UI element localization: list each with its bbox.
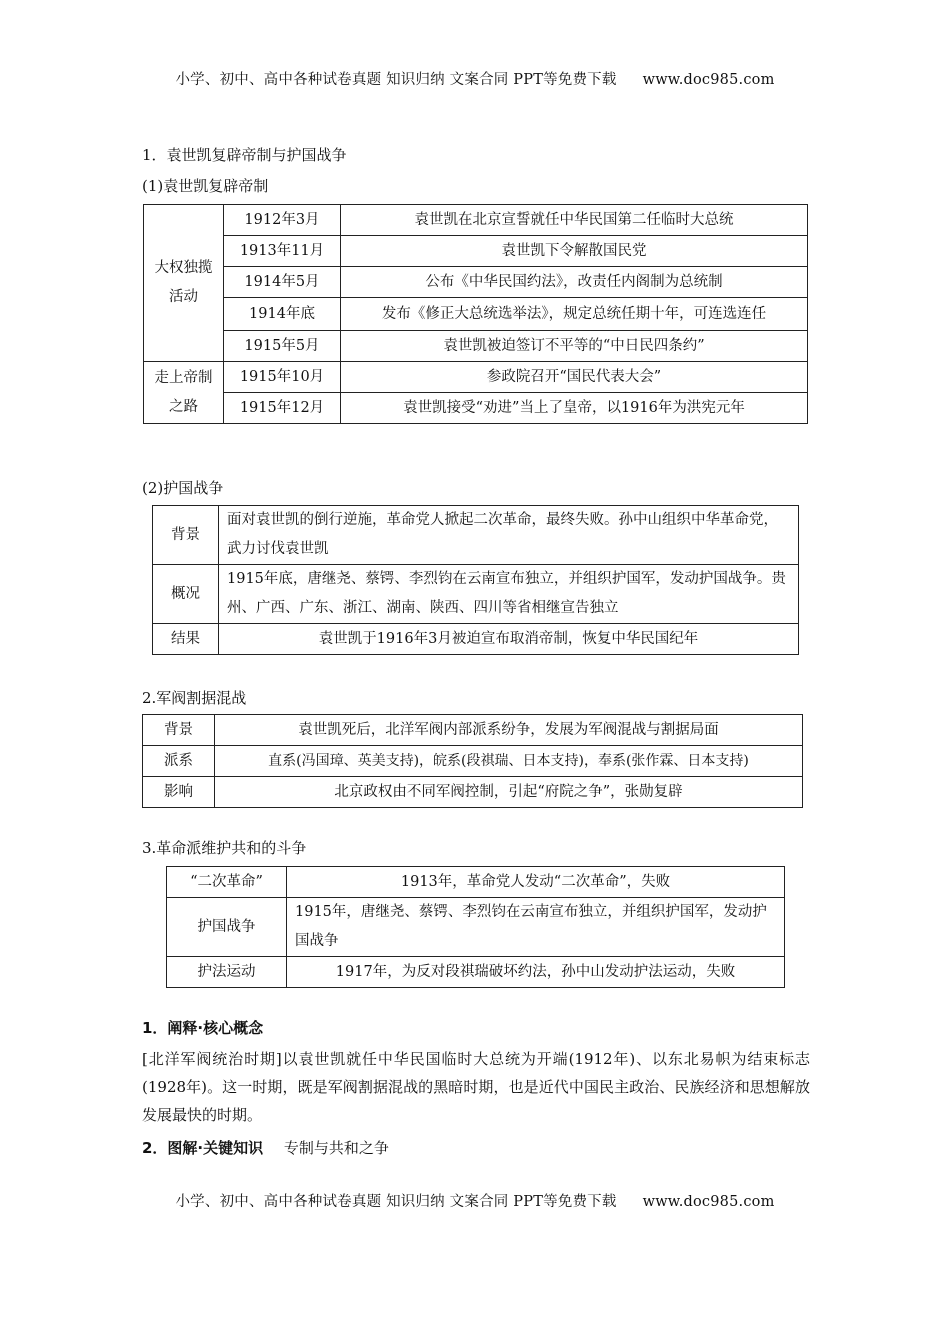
section1-sub1: (1)袁世凯复辟帝制 — [142, 177, 269, 195]
row-date: 1913年11月 — [224, 236, 341, 267]
row-event: 公布《中华民国约法》，改责任内阁制为总统制 — [341, 267, 808, 298]
table-row — [153, 565, 799, 624]
header-text: 小学、初中、高中各种试卷真题 知识归纳 文案合同 PPT等免费下载 — [175, 72, 617, 88]
table-republic-struggle — [166, 866, 785, 988]
row-event: 袁世凯被迫签订不平等的“中日民四条约” — [341, 331, 808, 362]
table-row — [144, 205, 808, 236]
row-label: 结果 — [153, 624, 219, 655]
row-date: 1914年底 — [224, 298, 341, 331]
row-label: 背景 — [153, 506, 219, 565]
row-event: 参政院召开“国民代表大会” — [341, 362, 808, 393]
row-text: 面对袁世凯的倒行逆施，革命党人掀起二次革命，最终失败。孙中山组织中华革命党，武力讨伐袁世凯 — [219, 506, 799, 565]
header-url: www.doc985.com — [642, 72, 775, 88]
table-row — [143, 746, 803, 777]
row-date: 1915年12月 — [224, 393, 341, 424]
row-label: 派系 — [143, 746, 215, 777]
row-text: 北京政权由不同军阀控制，引起“府院之争”，张勋复辟 — [215, 777, 803, 808]
concept-body: [北洋军阀统治时期]以袁世凯就任中华民国临时大总统为开端(1912年)、以东北易帜为结束标志(1928年)。这一时期，既是军阀割据混战的黑暗时期，也是近代中国民主政治、民族经济和思想解放发展最快的时期。 — [142, 1050, 810, 1124]
table-huguo-war — [152, 505, 799, 655]
footer-text: 小学、初中、高中各种试卷真题 知识归纳 文案合同 PPT等免费下载 — [175, 1194, 617, 1210]
diagram-heading-line — [142, 1136, 389, 1160]
table-row — [144, 236, 808, 267]
section1-sub2: (2)护国战争 — [142, 479, 224, 497]
group-label-power: 大权独揽活动 — [144, 205, 224, 362]
row-text: 1915年，唐继尧、蔡锷、李烈钧在云南宣布独立，并组织护国军，发动护国战争 — [287, 898, 785, 957]
table-row — [143, 777, 803, 808]
row-label: 影响 — [143, 777, 215, 808]
row-event: 袁世凯下令解散国民党 — [341, 236, 808, 267]
row-label: 概况 — [153, 565, 219, 624]
table-row — [144, 362, 808, 393]
row-date: 1912年3月 — [224, 205, 341, 236]
row-date: 1915年10月 — [224, 362, 341, 393]
footer-url: www.doc985.com — [642, 1194, 775, 1210]
table-warlords — [142, 714, 803, 808]
table-row — [167, 898, 785, 957]
diagram-subtitle: 专制与共和之争 — [283, 1139, 389, 1157]
section3-title: 3.革命派维护共和的斗争 — [142, 839, 307, 857]
row-date: 1915年5月 — [224, 331, 341, 362]
row-label: 护法运动 — [167, 957, 287, 988]
table-row — [153, 506, 799, 565]
group-label-imperial: 走上帝制之路 — [144, 362, 224, 424]
row-date: 1914年5月 — [224, 267, 341, 298]
section2-title: 2.军阀割据混战 — [142, 689, 247, 707]
table-row — [144, 267, 808, 298]
row-event: 袁世凯在北京宣誓就任中华民国第二任临时大总统 — [341, 205, 808, 236]
row-label: “二次革命” — [167, 867, 287, 898]
row-text: 直系(冯国璋、英美支持)，皖系(段祺瑞、日本支持)，奉系(张作霖、日本支持) — [215, 746, 803, 777]
section1-title: 1．袁世凯复辟帝制与护国战争 — [142, 146, 347, 164]
row-text: 袁世凯死后，北洋军阀内部派系纷争，发展为军阀混战与割据局面 — [215, 715, 803, 746]
table-row — [144, 298, 808, 331]
row-text: 袁世凯于1916年3月被迫宣布取消帝制，恢复中华民国纪年 — [219, 624, 799, 655]
page-footer — [0, 1190, 950, 1211]
concept-heading: 1．阐释·核心概念 — [142, 1019, 264, 1037]
table-row — [144, 331, 808, 362]
row-label: 护国战争 — [167, 898, 287, 957]
table-row — [143, 715, 803, 746]
diagram-heading: 2．图解·关键知识 — [142, 1139, 264, 1157]
table-row — [167, 957, 785, 988]
table-row — [153, 624, 799, 655]
row-label: 背景 — [143, 715, 215, 746]
page-header — [0, 68, 950, 89]
table-row — [144, 393, 808, 424]
table-row — [167, 867, 785, 898]
row-event: 发布《修正大总统选举法》，规定总统任期十年，可连选连任 — [341, 298, 808, 331]
table-yuan-restoration — [143, 204, 808, 424]
row-event: 袁世凯接受“劝进”当上了皇帝，以1916年为洪宪元年 — [341, 393, 808, 424]
row-text: 1917年，为反对段祺瑞破坏约法，孙中山发动护法运动，失败 — [287, 957, 785, 988]
row-text: 1913年，革命党人发动“二次革命”，失败 — [287, 867, 785, 898]
row-text: 1915年底，唐继尧、蔡锷、李烈钧在云南宣布独立，并组织护国军，发动护国战争。贵州、广西、广东、浙江、湖南、陕西、四川等省相继宣告独立 — [219, 565, 799, 624]
